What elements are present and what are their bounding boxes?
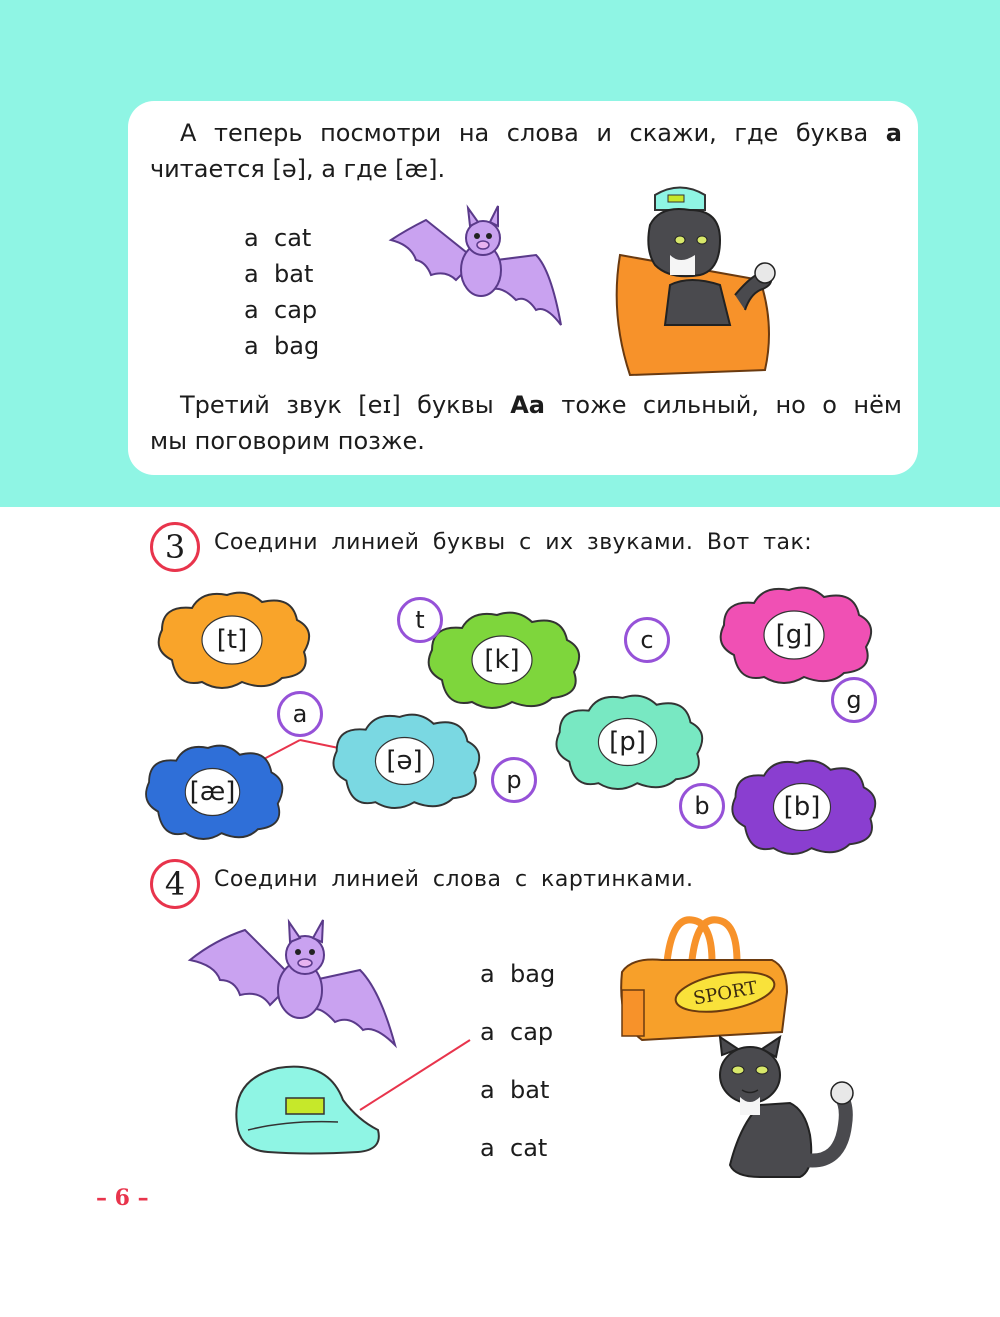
cap-picture[interactable] xyxy=(228,1060,386,1160)
sound-label: [p] xyxy=(609,727,646,757)
intro-line-1-text: А теперь посмотри на слова и скажи, где буква xyxy=(180,119,869,147)
sound-label: [b] xyxy=(783,792,821,822)
sound-label: [k] xyxy=(484,645,520,675)
sound-label: [g] xyxy=(775,620,813,650)
sound-cloud[interactable] xyxy=(152,590,312,690)
letter-c[interactable]: c xyxy=(624,617,670,663)
intro-letters-bold: Aa xyxy=(510,391,545,419)
sound-cloud[interactable] xyxy=(140,743,285,841)
word-option[interactable]: a bag xyxy=(480,960,556,988)
task-instruction: Соедини линией слова с картинками. xyxy=(214,867,694,892)
word-option[interactable]: a bat xyxy=(480,1076,550,1104)
task-4-header xyxy=(150,859,930,911)
sound-label: [ə] xyxy=(386,746,423,776)
sound-label: [æ] xyxy=(189,777,236,807)
sport-bag-picture[interactable] xyxy=(612,912,792,1042)
sound-cloud[interactable] xyxy=(726,758,878,856)
word-option[interactable]: a cap xyxy=(480,1018,554,1046)
page-number: – 6 – xyxy=(96,1185,149,1211)
bag-label: SPORT xyxy=(691,977,759,1010)
intro-letter-bold: a xyxy=(885,119,902,147)
sound-cloud[interactable] xyxy=(714,585,874,685)
letter-g[interactable]: g xyxy=(831,677,877,723)
task-number: 3 xyxy=(150,522,200,572)
letter-a[interactable]: a xyxy=(277,691,323,737)
intro-line-4: мы поговорим позже. xyxy=(150,427,425,455)
letter-t[interactable]: t xyxy=(397,597,443,643)
intro-word: a cat xyxy=(244,224,312,252)
intro-line-2: читается [ə], а где [æ]. xyxy=(150,155,446,183)
bat-picture[interactable] xyxy=(185,910,400,1050)
task-instruction: Соедини линией буквы с их звуками. Вот так: xyxy=(214,530,813,555)
word-option[interactable]: a cat xyxy=(480,1134,548,1162)
letter-p[interactable]: p xyxy=(491,757,537,803)
intro-line-3: Третий звук [eɪ] буквы Aa тоже сильный, но о нём xyxy=(180,391,902,419)
sound-cloud[interactable] xyxy=(550,693,705,791)
letter-b[interactable]: b xyxy=(679,783,725,829)
intro-word: a bag xyxy=(244,332,320,360)
intro-word: a bat xyxy=(244,260,314,288)
intro-word: a cap xyxy=(244,296,318,324)
cat-picture[interactable] xyxy=(700,1035,860,1180)
sound-cloud[interactable] xyxy=(327,712,482,810)
task-number: 4 xyxy=(150,859,200,909)
sound-label: [t] xyxy=(216,625,248,655)
